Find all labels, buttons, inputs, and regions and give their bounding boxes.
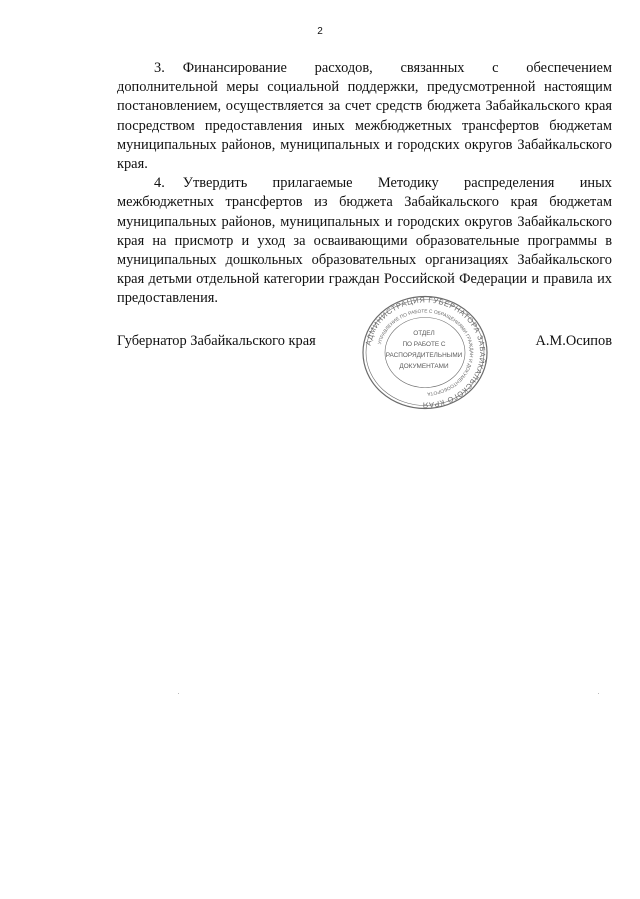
page-number: 2 — [317, 26, 323, 37]
document-body — [117, 59, 612, 309]
paragraph-3 — [117, 59, 612, 174]
paragraph-text: Утвердить прилагаемые Методику распределения иных межбюджетных трансфертов из бюджета Забайкальского края бюджетам муниципальных районов, муниципальных и городских округов Забайкальского края на присмотр и уход за осваивающими образовательные программы в муниципальных дошкольных образовательных организациях Забайкальского края детьми отдельной категории граждан Российской Федерации и правила их предоставления. — [117, 175, 612, 307]
stamp-seal — [360, 295, 490, 410]
paragraph-text: Финансирование расходов, связанных с обеспечением дополнительной меры социальной поддержки, предусмотренной настоящим постановлением, осуществляется за счет средств бюджета Забайкальского края посредством предоставления иных межбюджетных трансфертов бюджетам муниципальных районов, муниципальных и городских округов Забайкальского края. — [117, 60, 612, 173]
official-stamp — [360, 295, 490, 410]
paragraph-4 — [117, 174, 612, 308]
stamp-outer-text: АДМИНИСТРАЦИЯ ГУБЕРНАТОРА ЗАБАЙКАЛЬСКОГО КРАЯ — [363, 295, 488, 410]
stamp-center-line: ДОКУМЕНТАМИ — [399, 363, 449, 370]
stamp-inner-text: УПРАВЛЕНИЕ ПО РАБОТЕ С ОБРАЩЕНИЯМИ ГРАЖДАН И ДОКУМЕНТООБОРОТА — [377, 309, 474, 396]
stamp-center-line: ПО РАБОТЕ С — [402, 341, 446, 348]
signer-title: Губернатор Забайкальского края — [117, 333, 316, 349]
signer-name: А.М.Осипов — [535, 333, 612, 349]
scan-speck — [178, 693, 179, 694]
paragraph-number: 4. — [154, 175, 165, 192]
paragraph-number: 3. — [154, 60, 165, 76]
stamp-center-line: ОТДЕЛ — [413, 330, 435, 337]
stamp-center-line: РАСПОРЯДИТЕЛЬНЫМИ — [385, 352, 463, 359]
scan-speck — [598, 693, 599, 694]
